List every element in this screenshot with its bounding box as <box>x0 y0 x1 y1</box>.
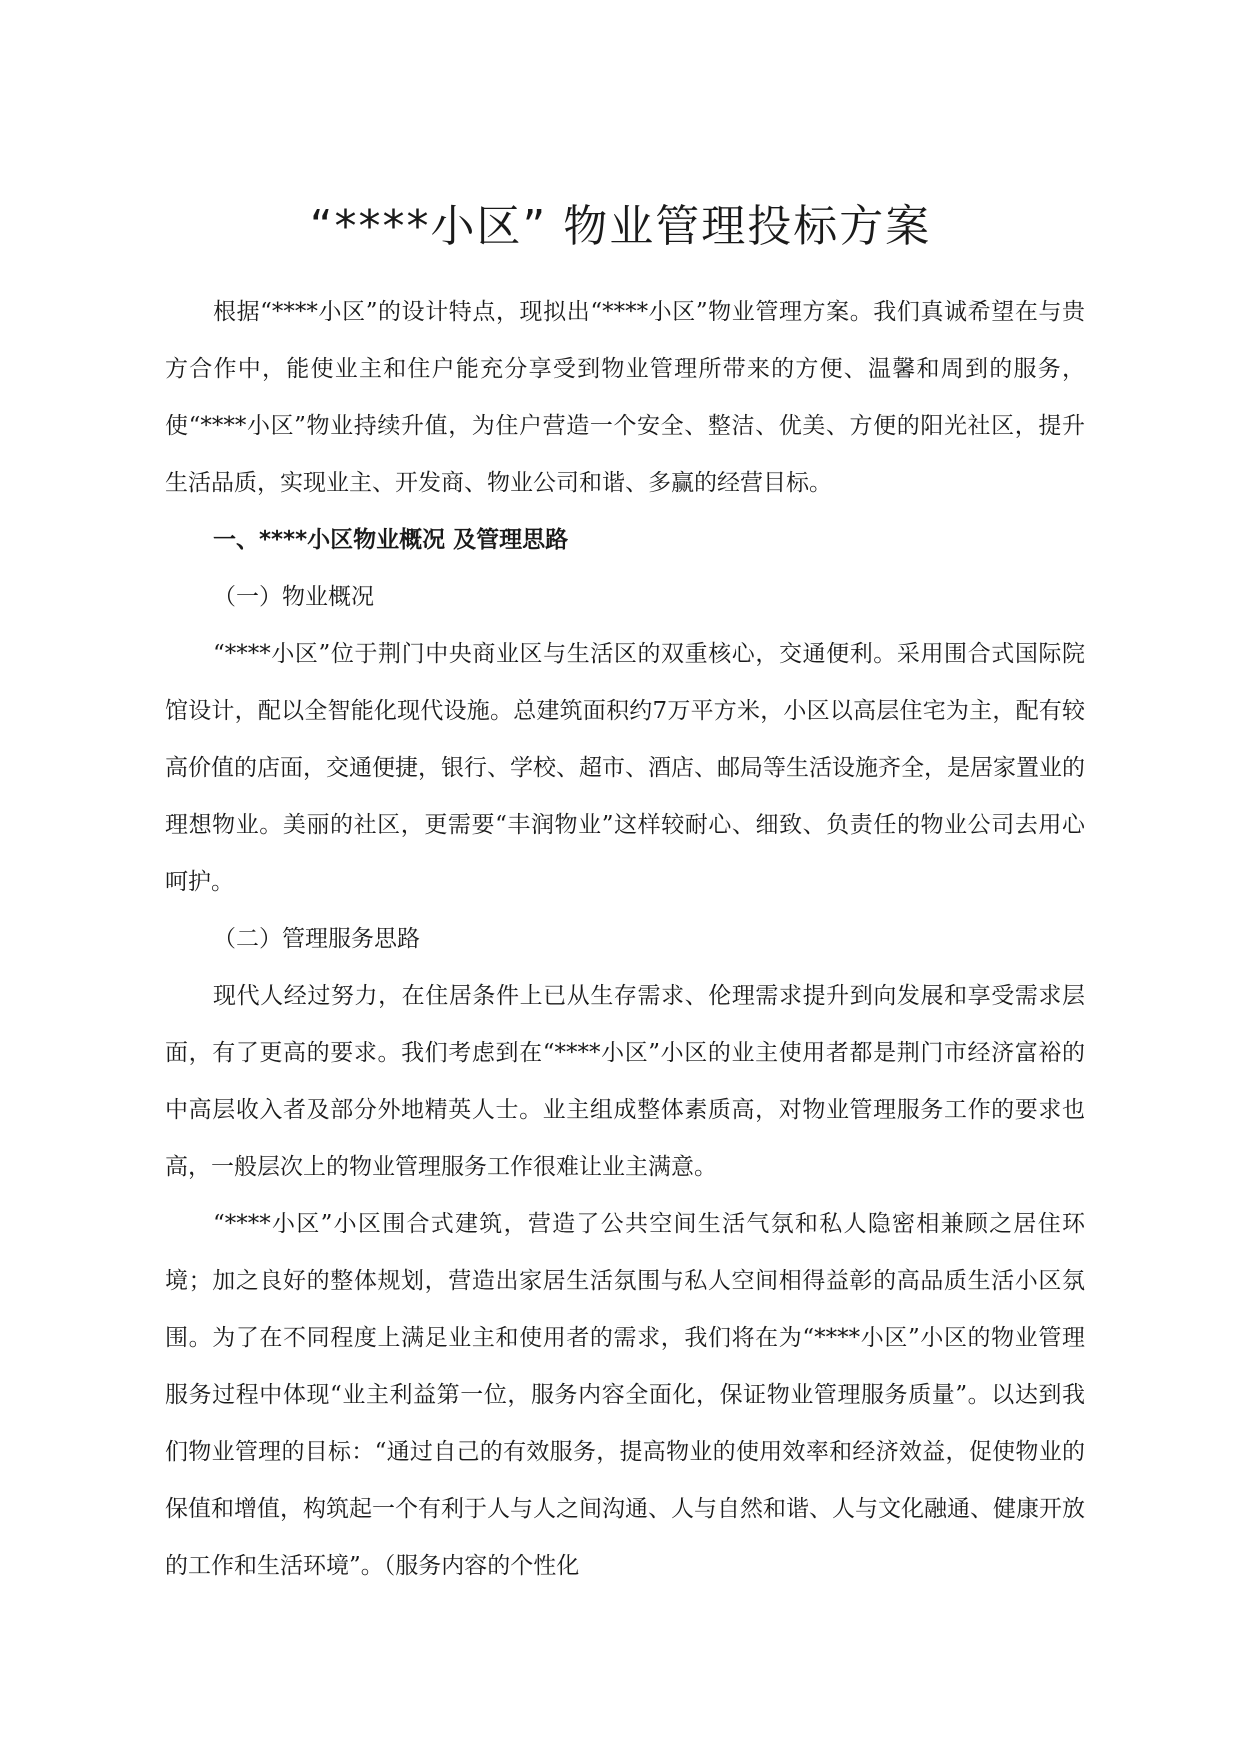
document-body <box>165 284 1085 1595</box>
document-title: “****小区” 物业管理投标方案 <box>309 201 932 252</box>
section-1-heading: 一、****小区物业概况 及管理思路 <box>213 527 569 553</box>
subsection-2-paragraph-2: “****小区”小区围合式建筑，营造了公共空间生活气氛和私人隐密相兼顾之居住环境；加之良好的整体规划，营造出家居生活氛围与私人空间相得益彰的高品质生活小区氛围。为了在不同程度上满足业主和使用者的需求，我们将在为“****小区”小区的物业管理服务过程中体现“业主利益第一位，服务内容全面化，保证物业管理服务质量”。以达到我们物业管理的目标：“通过自己的有效服务，提高物业的使用效率和经济效益，促使物业的保值和增值，构筑起一个有利于人与人之间沟通、人与自然和谐、人与文化融通、健康开放的工作和生活环境”。（服务内容的个性化 <box>165 1211 1085 1579</box>
subsection-1-heading: （一）物业概况 <box>213 584 374 610</box>
subsection-1-paragraph: “****小区”位于荆门中央商业区与生活区的双重核心，交通便利。采用围合式国际院馆设计，配以全智能化现代设施。总建筑面积约7万平方米，小区以高层住宅为主，配有较高价值的店面，交通便捷，银行、学校、超市、酒店、邮局等生活设施齐全，是居家置业的理想物业。美丽的社区，更需要“丰润物业”这样较耐心、细致、负责任的物业公司去用心呵护。 <box>165 641 1085 895</box>
subsection-2-paragraph-1: 现代人经过努力，在住居条件上已从生存需求、伦理需求提升到向发展和享受需求层面，有了更高的要求。我们考虑到在“****小区”小区的业主使用者都是荆门市经济富裕的中高层收入者及部分外地精英人士。业主组成整体素质高，对物业管理服务工作的要求也高，一般层次上的物业管理服务工作很难让业主满意。 <box>165 983 1085 1180</box>
intro-paragraph: 根据“****小区”的设计特点，现拟出“****小区”物业管理方案。我们真诚希望在与贵方合作中，能使业主和住户能充分享受到物业管理所带来的方便、温馨和周到的服务，使“****小区”物业持续升值，为住户营造一个安全、整洁、优美、方便的阳光社区，提升生活品质，实现业主、开发商、物业公司和谐、多赢的经营目标。 <box>165 299 1085 496</box>
subsection-2-heading: （二）管理服务思路 <box>213 926 420 952</box>
